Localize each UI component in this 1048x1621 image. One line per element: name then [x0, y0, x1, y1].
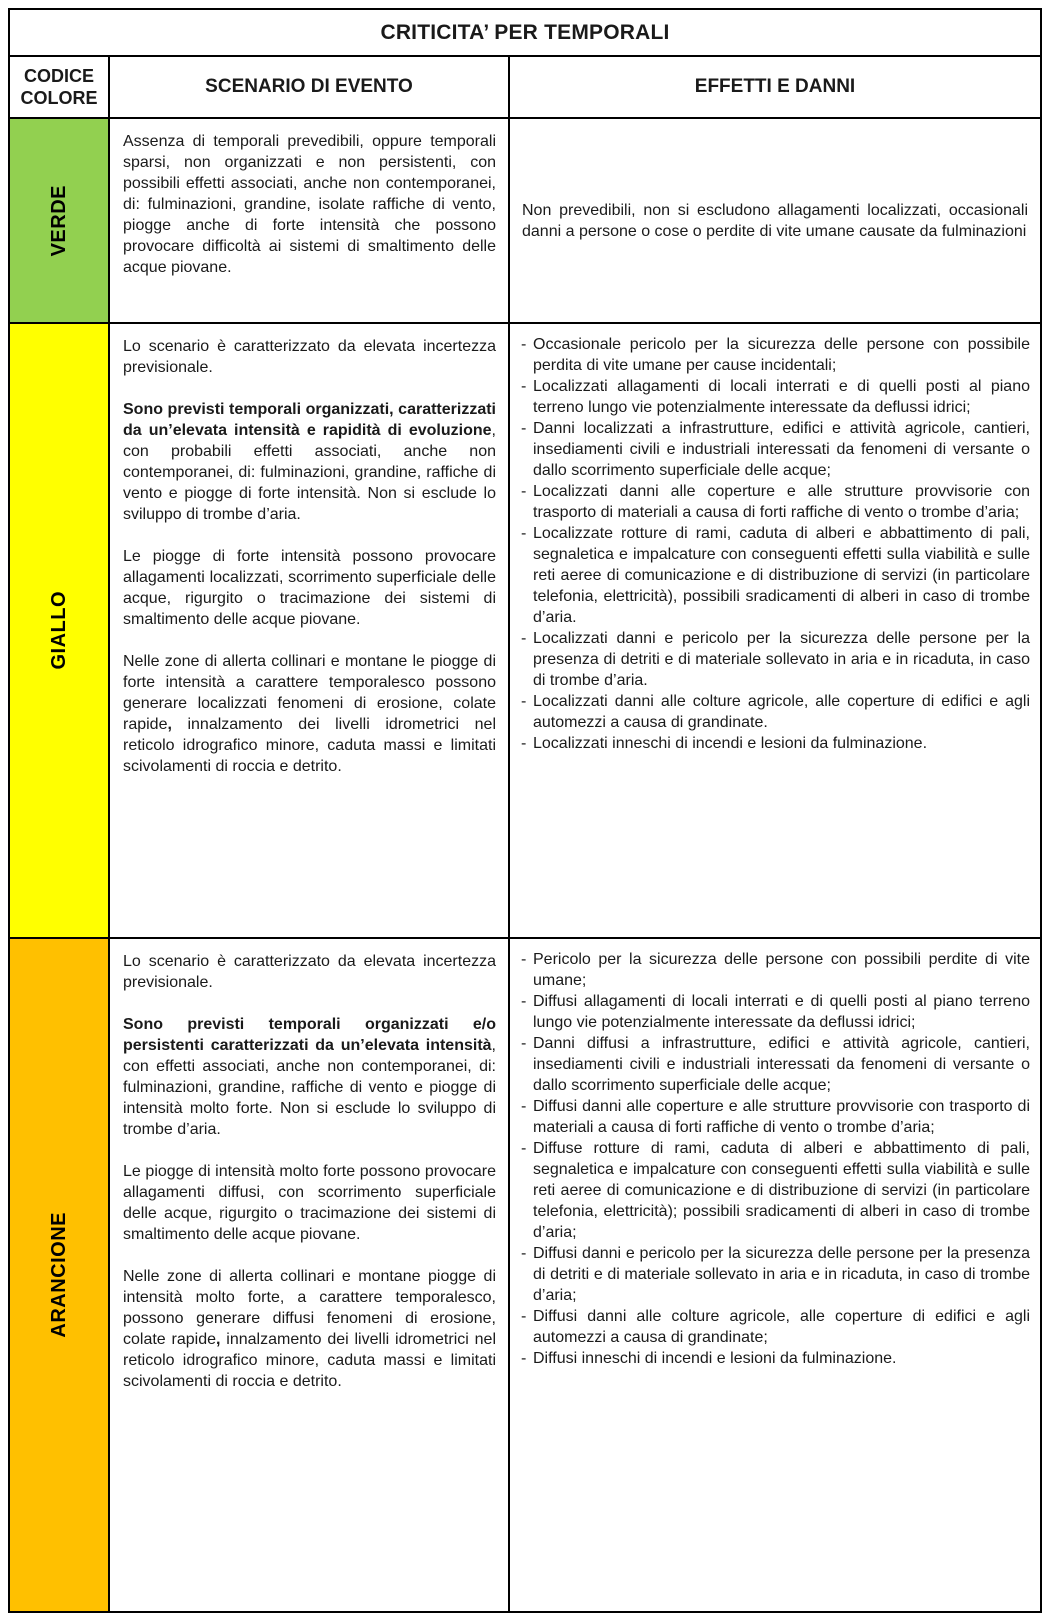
effects-bullet-text: Diffusi allagamenti di locali interrati e di quelli posti al piano terreno lungo vie potenzialmente interessate da deflussi idrici;	[533, 993, 1030, 1031]
effects-bullet	[518, 949, 1030, 991]
effects-bullet	[518, 1306, 1030, 1348]
bullet-dash-marker: -	[521, 951, 527, 968]
effects-bullet-text: Diffuse rotture di rami, caduta di alberi e abbattimento di pali, segnaletica e impalcature con conseguenti effetti sulla viabilità e sulle reti aeree di comunicazione e di distribuzione di servizi (in particolare telefonia, elettricità); possibili sradicamenti di alberi in caso di trombe d’aria;	[533, 1140, 1030, 1241]
column-header-row	[9, 56, 1041, 118]
effects-bullet	[518, 1348, 1030, 1369]
effects-bullet	[518, 1138, 1030, 1243]
effects-bullet-text: Localizzati danni alle colture agricole, alle coperture di edifici e agli automezzi a causa di grandinate.	[533, 693, 1030, 731]
bullet-dash-marker: -	[521, 1308, 527, 1325]
bullet-dash-marker: -	[521, 1350, 527, 1367]
column-header-scenario: SCENARIO DI EVENTO	[109, 56, 509, 118]
column-header-codice-colore: CODICE COLORE	[9, 56, 109, 118]
effects-bullet	[518, 691, 1030, 733]
effects-bullet	[518, 1096, 1030, 1138]
scenario-paragraph: Sono previsti temporali organizzati, caratterizzati da un’elevata intensità e rapidità di evoluzione, con probabili effetti associati, anche non contemporanei, di: fulminazioni, grandine, raffiche di vento e piogge di forte intensità. Non si esclude lo sviluppo di trombe d’aria.	[123, 401, 496, 523]
effects-bullet-text: Localizzati allagamenti di locali interrati e di quelli posti al piano terreno lungo vie potenzialmente interessate da deflussi idrici;	[533, 378, 1030, 416]
bullet-dash-marker: -	[521, 693, 527, 710]
effects-bullet	[518, 1033, 1030, 1096]
bullet-dash-marker: -	[521, 336, 527, 353]
scenario-paragraph: Le piogge di forte intensità possono provocare allagamenti localizzati, scorrimento superficiale delle acque, rigurgito o tracimazione dei sistemi di smaltimento delle acque piovane.	[123, 548, 496, 628]
bullet-dash-marker: -	[521, 1140, 527, 1157]
scenario-paragraph: Le piogge di intensità molto forte possono provocare allagamenti diffusi, con scorrimento superficiale delle acque, rigurgito o tracimazione dei sistemi di smaltimento delle acque piovane.	[123, 1163, 496, 1243]
scenario-paragraph: Assenza di temporali prevedibili, oppure temporali sparsi, non organizzati e non persistenti, con possibili effetti associati, anche non contemporanei, di: fulminazioni, grandine, isolate raffiche di vento, piogge anche di forte intensità che possono provocare difficoltà ai sistemi di smaltimento delle acque piovane.	[123, 133, 496, 276]
bullet-dash-marker: -	[521, 1098, 527, 1115]
bullet-dash-marker: -	[521, 483, 527, 500]
effects-bullet	[518, 418, 1030, 481]
effects-cell-verde	[509, 118, 1041, 323]
effects-bullet	[518, 628, 1030, 691]
effects-bullet-text: Pericolo per la sicurezza delle persone con possibili perdite di vite umane;	[533, 951, 1030, 989]
table-title: CRITICITA’ PER TEMPORALI	[9, 9, 1041, 56]
effects-cell-arancione	[509, 938, 1041, 1612]
effects-bullet	[518, 334, 1030, 376]
color-code-cell-verde	[9, 118, 109, 323]
effects-bullet-text: Danni diffusi a infrastrutture, edifici e attività agricole, cantieri, insediamenti civili e industriali interessati da fenomeni di versante o dallo scorrimento superficiale delle acque;	[533, 1035, 1030, 1094]
scenario-paragraph: Lo scenario è caratterizzato da elevata incertezza previsionale.	[123, 338, 496, 376]
bullet-dash-marker: -	[521, 630, 527, 647]
effects-bullet-text: Diffusi inneschi di incendi e lesioni da fulminazione.	[533, 1350, 897, 1367]
column-header-effetti: EFFETTI E DANNI	[509, 56, 1041, 118]
color-code-cell-arancione	[9, 938, 109, 1612]
color-code-label-arancione: ARANCIONE	[47, 1212, 70, 1338]
effects-bullet-text: Localizzati danni e pericolo per la sicurezza delle persone per la presenza di detriti e di materiale sollevato in aria e in ricaduta, in caso di trombe d’aria.	[533, 630, 1030, 689]
scenario-cell-giallo	[109, 323, 509, 938]
effects-paragraph: Non prevedibili, non si escludono allagamenti localizzati, occasionali danni a persone o cose o perdite di vite umane causate da fulminazioni	[522, 201, 1028, 240]
effects-bullet	[518, 991, 1030, 1033]
table-row-giallo	[9, 323, 1041, 938]
bullet-dash-marker: -	[521, 420, 527, 437]
table-row-verde	[9, 118, 1041, 323]
title-row	[9, 9, 1041, 56]
effects-bullet-text: Diffusi danni alle coperture e alle strutture provvisorie con trasporto di materiali a causa di forti raffiche di vento o trombe d’aria;	[533, 1098, 1030, 1136]
scenario-paragraph: Lo scenario è caratterizzato da elevata incertezza previsionale.	[123, 953, 496, 991]
scenario-cell-verde	[109, 118, 509, 323]
criticality-table	[8, 8, 1042, 1613]
effects-bullet-text: Diffusi danni alle colture agricole, alle coperture di edifici e agli automezzi a causa di grandinate;	[533, 1308, 1030, 1346]
effects-bullet-text: Localizzati danni alle coperture e alle strutture provvisorie con trasporto di materiali a causa di forti raffiche di vento o trombe d’aria;	[533, 483, 1030, 521]
bullet-dash-marker: -	[521, 735, 527, 752]
effects-bullet	[518, 523, 1030, 628]
effects-bullet-text: Localizzate rotture di rami, caduta di alberi e abbattimento di pali, segnaletica e impalcature con conseguenti effetti sulla viabilità e sulle reti aeree di comunicazione e di distribuzione di servizi (in particolare telefonia, elettricità), possibili sradicamenti di alberi in caso di trombe d’aria.	[533, 525, 1030, 626]
color-code-label-giallo: GIALLO	[47, 591, 70, 670]
color-code-cell-giallo	[9, 323, 109, 938]
scenario-paragraph: Sono previsti temporali organizzati e/o persistenti caratterizzati da un’elevata intensità, con effetti associati, anche non contemporanei, di: fulminazioni, grandine, raffiche di vento e piogge di intensità molto forte. Non si esclude lo sviluppo di trombe d’aria.	[123, 1016, 496, 1138]
bullet-dash-marker: -	[521, 1245, 527, 1262]
bullet-dash-marker: -	[521, 993, 527, 1010]
scenario-paragraph: Nelle zone di allerta collinari e montane le piogge di forte intensità a carattere temporalesco possono generare localizzati fenomeni di erosione, colate rapide, innalzamento dei livelli idrometrici nel reticolo idrografico minore, caduta massi e limitati scivolamenti di roccia e detrito.	[123, 653, 496, 775]
effects-cell-giallo	[509, 323, 1041, 938]
scenario-cell-arancione	[109, 938, 509, 1612]
effects-bullet-text: Localizzati inneschi di incendi e lesioni da fulminazione.	[533, 735, 928, 752]
scenario-paragraph: Nelle zone di allerta collinari e montane piogge di intensità molto forte, a carattere temporalesco, possono generare diffusi fenomeni di erosione, colate rapide, innalzamento dei livelli idrometrici nel reticolo idrografico minore, caduta massi e limitati scivolamenti di roccia e detrito.	[123, 1268, 496, 1390]
color-code-label-verde: VERDE	[47, 184, 70, 257]
effects-bullet-text: Danni localizzati a infrastrutture, edifici e attività agricole, cantieri, insediamenti civili e industriali interessati da fenomeni di versante o dallo scorrimento superficiale delle acque;	[533, 420, 1030, 479]
effects-bullet-text: Occasionale pericolo per la sicurezza delle persone con possibile perdita di vite umane per cause incidentali;	[533, 336, 1030, 374]
table-row-arancione	[9, 938, 1041, 1612]
table-body	[9, 118, 1041, 1612]
effects-bullet	[518, 481, 1030, 523]
effects-bullet	[518, 733, 1030, 754]
bullet-dash-marker: -	[521, 525, 527, 542]
bullet-dash-marker: -	[521, 1035, 527, 1052]
bullet-dash-marker: -	[521, 378, 527, 395]
effects-bullet-text: Diffusi danni e pericolo per la sicurezza delle persone per la presenza di detriti e di materiale sollevato in aria e in ricaduta, in caso di trombe d’aria;	[533, 1245, 1030, 1304]
effects-bullet	[518, 1243, 1030, 1306]
effects-bullet	[518, 376, 1030, 418]
